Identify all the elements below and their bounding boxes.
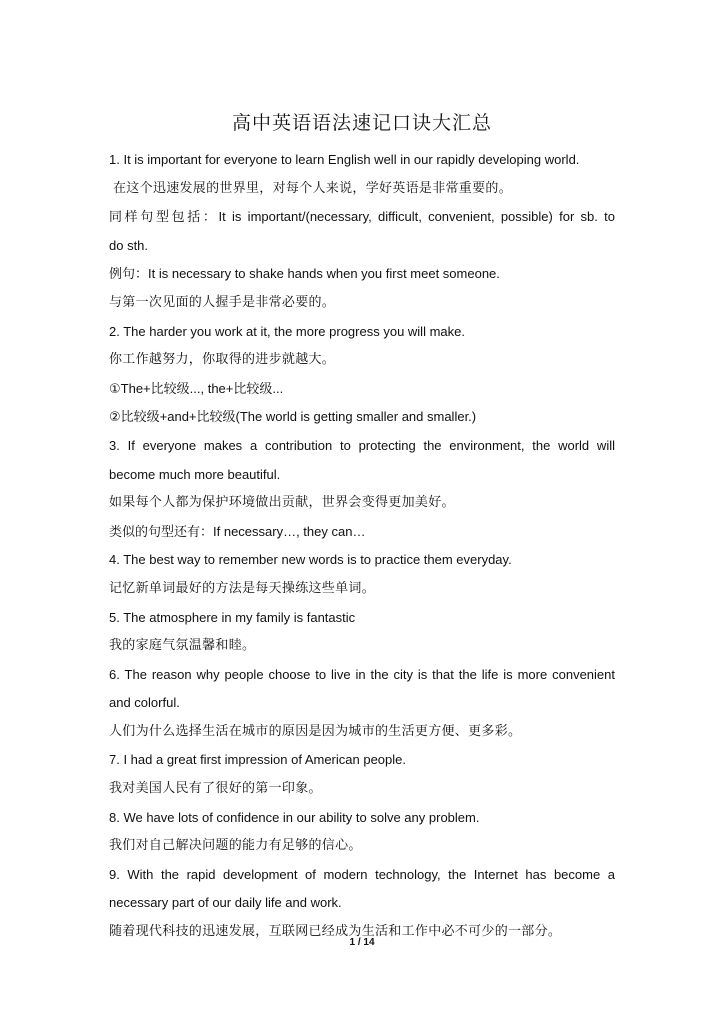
sentence-8-zh: 我们对自己解决问题的能力有足够的信心。 (109, 838, 362, 854)
sentence-2-en: 2. The harder you work at it, the more progress you will make. (109, 323, 465, 339)
sentence-9-zh: 随着现代科技的迅速发展，互联网已经成为生活和工作中必不可少的一部分。 (109, 924, 562, 940)
sentence-4-zh: 记忆新单词最好的方法是每天操练这些单词。 (109, 580, 376, 596)
document-title: 高中英语语法速记口诀大汇总 (231, 112, 492, 134)
sentence-1-zh: 在这个迅速发展的世界里，对每个人来说，学好英语是非常重要的。 (113, 180, 513, 196)
sentence-6-en: 6. The reason why people choose to live in the city is that the life is more convenient (109, 666, 615, 682)
sentence-6-en-cont: and colorful. (109, 695, 180, 711)
sentence-5-en: 5. The atmosphere in my family is fantastic (109, 609, 356, 625)
sentence-3-en-cont: become much more beautiful. (109, 466, 281, 482)
page-number: 1 / 14 (349, 937, 375, 948)
pattern-note-1: 同样句型包括：It is important/(necessary, difficult, convenient, possible) for sb. to (109, 209, 615, 225)
sentence-8-en: 8. We have lots of confidence in our ability to solve any problem. (109, 809, 480, 825)
sentence-4-en: 4. The best way to remember new words is to practice them everyday. (109, 552, 512, 568)
pattern-2-a: ①The+比较级..., the+比较级... (109, 380, 284, 396)
pattern-2-b: ②比较级+and+比较级(The world is getting smaller and smaller.) (109, 409, 477, 425)
sentence-9-en-cont: necessary part of our daily life and work. (109, 895, 342, 911)
pattern-note-1-cont: do sth. (109, 237, 149, 253)
sentence-3-zh: 如果每个人都为保护环境做出贡献，世界会变得更加美好。 (109, 495, 455, 511)
sentence-1-en: 1. It is important for everyone to learn English well in our rapidly developing world. (109, 152, 580, 167)
sentence-2-zh: 你工作越努力，你取得的进步就越大。 (109, 352, 336, 368)
document-body (109, 146, 615, 947)
sentence-3-en: 3. If everyone makes a contribution to protecting the environment, the world will (109, 437, 615, 453)
sentence-9-en: 9. With the rapid development of modern technology, the Internet has become a (109, 866, 615, 882)
example-1-zh: 与第一次见面的人握手是非常必要的。 (109, 294, 336, 310)
sentence-5-zh: 我的家庭气氛温馨和睦。 (109, 638, 256, 654)
sentence-7-en: 7. I had a great first impression of American people. (109, 752, 406, 768)
sentence-6-zh: 人们为什么选择生活在城市的原因是因为城市的生活更方便、更多彩。 (109, 723, 522, 739)
sentence-7-zh: 我对美国人民有了很好的第一印象。 (109, 781, 322, 797)
example-1-en: 例句：It is necessary to shake hands when you first meet someone. (109, 266, 500, 282)
pattern-3-note: 类似的句型还有：If necessary…, they can… (109, 523, 366, 539)
